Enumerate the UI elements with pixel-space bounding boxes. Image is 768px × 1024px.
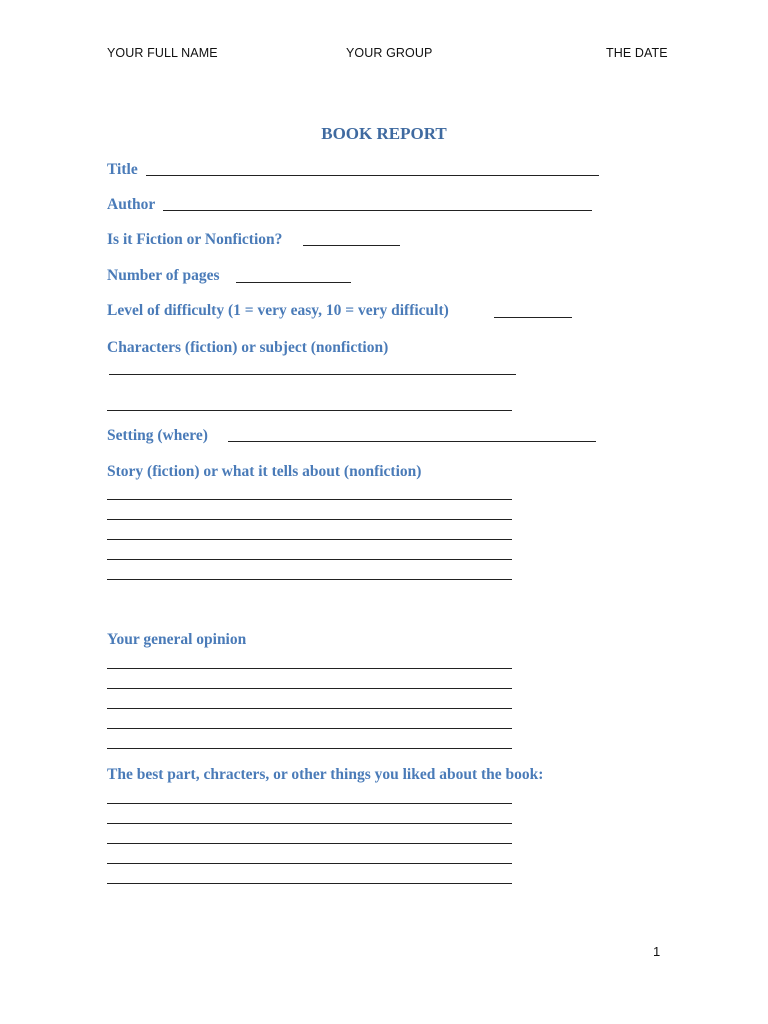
best-part-label: The best part, chracters, or other things you liked about the book:: [107, 766, 544, 783]
header-date: THE DATE: [606, 46, 668, 60]
best-part-line-5[interactable]: [107, 883, 512, 884]
best-part-line-4[interactable]: [107, 863, 512, 864]
characters-line-2[interactable]: [107, 410, 512, 411]
story-label: Story (fiction) or what it tells about (nonfiction): [107, 463, 422, 480]
fiction-field[interactable]: [303, 245, 400, 246]
best-part-line-2[interactable]: [107, 823, 512, 824]
page-title: BOOK REPORT: [321, 124, 447, 143]
best-part-line-1[interactable]: [107, 803, 512, 804]
best-part-line-3[interactable]: [107, 843, 512, 844]
story-line-2[interactable]: [107, 519, 512, 520]
author-label: Author: [107, 196, 156, 213]
story-line-5[interactable]: [107, 579, 512, 580]
characters-line-1[interactable]: [109, 374, 516, 375]
story-line-1[interactable]: [107, 499, 512, 500]
story-line-3[interactable]: [107, 539, 512, 540]
fiction-label: Is it Fiction or Nonfiction?: [107, 231, 283, 248]
setting-field[interactable]: [228, 441, 596, 442]
opinion-line-2[interactable]: [107, 688, 512, 689]
opinion-label: Your general opinion: [107, 631, 247, 648]
opinion-line-3[interactable]: [107, 708, 512, 709]
setting-label: Setting (where): [107, 427, 208, 444]
pages-label: Number of pages: [107, 267, 220, 284]
title-field[interactable]: [146, 175, 599, 176]
page-number: 1: [653, 944, 661, 959]
difficulty-label: Level of difficulty (1 = very easy, 10 = very difficult): [107, 302, 449, 319]
difficulty-field[interactable]: [494, 317, 572, 318]
title-label: Title: [107, 161, 138, 178]
characters-label: Characters (fiction) or subject (nonfiction): [107, 339, 389, 356]
opinion-line-5[interactable]: [107, 748, 512, 749]
header-group: YOUR GROUP: [346, 46, 433, 60]
author-field[interactable]: [163, 210, 592, 211]
pages-field[interactable]: [236, 282, 351, 283]
header-name: YOUR FULL NAME: [107, 46, 218, 60]
opinion-line-1[interactable]: [107, 668, 512, 669]
story-line-4[interactable]: [107, 559, 512, 560]
opinion-line-4[interactable]: [107, 728, 512, 729]
